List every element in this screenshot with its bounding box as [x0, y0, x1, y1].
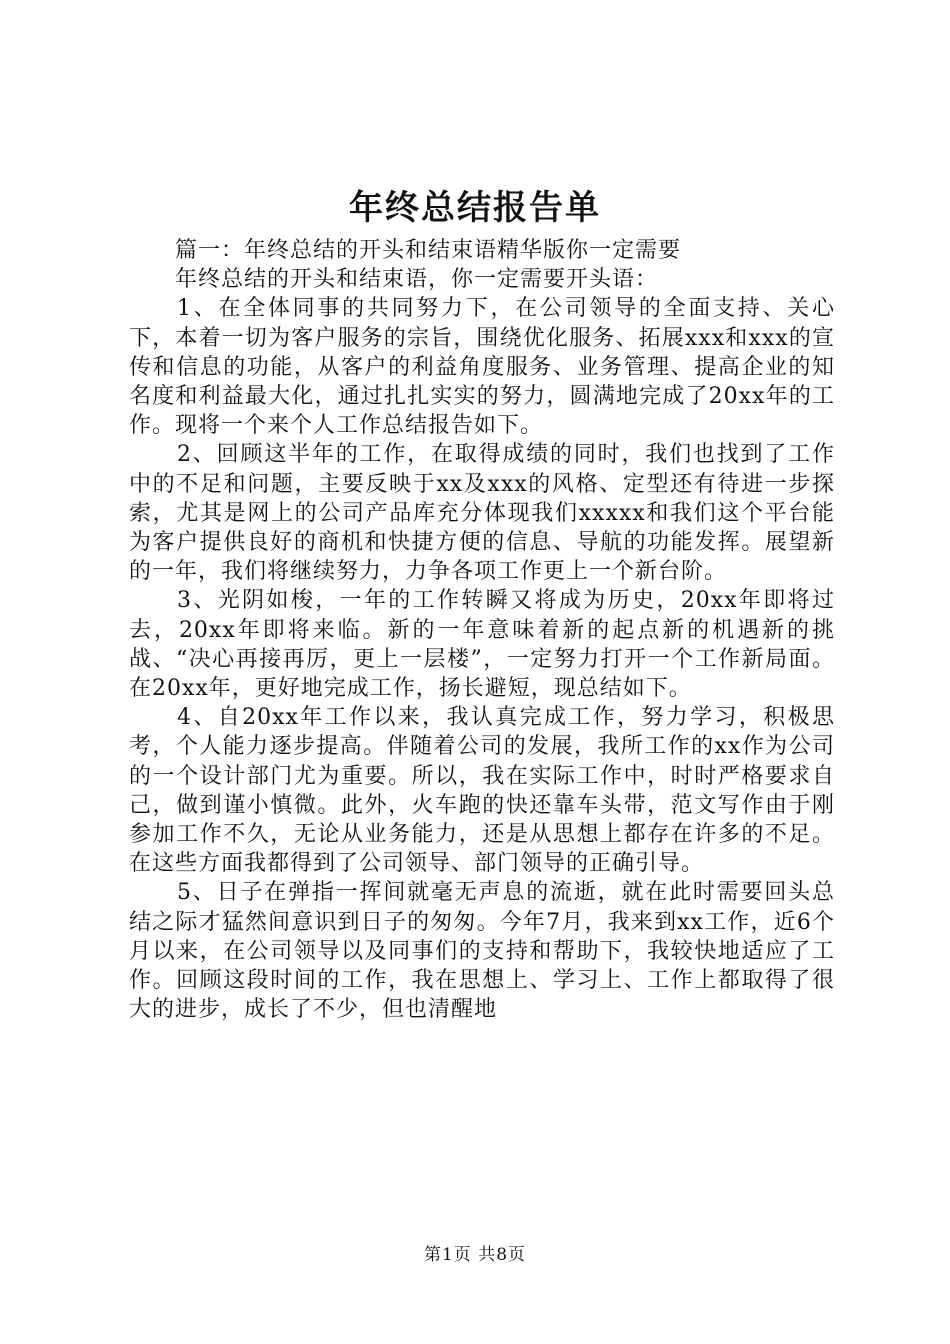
paragraph-item-5: 5、日子在弹指一挥间就毫无声息的流逝，就在此时需要回头总结之际才猛然间意识到日子的匆匆。今年7月，我来到xx工作，近6个月以来，在公司领导以及同事们的支持和帮助下，我较快地适应了工作。回顾这段时间的工作，我在思想上、学习上、工作上都取得了很大的进步，成长了不少，但也清醒地 — [129, 880, 835, 1023]
document-title: 年终总结报告单 — [349, 188, 601, 228]
paragraph-item-1: 1、在全体同事的共同努力下，在公司领导的全面支持、关心下，本着一切为客户服务的宗旨，围绕优化服务、拓展xxx和xxx的宣传和信息的功能，从客户的利益角度服务、业务管理、提高企业的知名度和利益最大化，通过扎扎实实的努力，圆满地完成了20xx年的工作。现将一个来个人工作总结报告如下。 — [129, 296, 835, 439]
document-body — [129, 236, 835, 1024]
paragraph-opening-line: 年终总结的开头和结束语，你一定需要开头语： — [175, 267, 659, 293]
paragraph-item-4: 4、自20xx年工作以来，我认真完成工作，努力学习，积极思考，个人能力逐步提高。伴随着公司的发展，我所工作的xx作为公司的一个设计部门尤为重要。所以，我在实际工作中，时时严格要求自己，做到谨小慎微。此外，火车跑的快还靠车头带，范文写作由于刚参加工作不久，无论从业务能力，还是从思想上都存在许多的不足。在这些方面我都得到了公司领导、部门领导的正确引导。 — [129, 705, 835, 877]
paragraph-item-3: 3、光阴如梭，一年的工作转瞬又将成为历史，20xx年即将过去，20xx年即将来临。新的一年意味着新的起点新的机遇新的挑战、“决心再接再厉，更上一层楼”，一定努力打开一个工作新局面。在20xx年，更好地完成工作，扬长避短，现总结如下。 — [129, 588, 835, 702]
page-footer: 第1页 共8页 — [423, 1245, 527, 1265]
paragraph-heading-line: 篇一：年终总结的开头和结束语精华版你一定需要 — [175, 238, 682, 263]
paragraph-item-2: 2、回顾这半年的工作，在取得成绩的同时，我们也找到了工作中的不足和问题，主要反映于xx及xxx的风格、定型还有待进一步探索，尤其是网上的公司产品库充分体现我们xxxxx和我们这个平台能为客户提供良好的商机和快捷方便的信息、导航的功能发挥。展望新的一年，我们将继续努力，力争各项工作更上一个新台阶。 — [129, 442, 835, 585]
